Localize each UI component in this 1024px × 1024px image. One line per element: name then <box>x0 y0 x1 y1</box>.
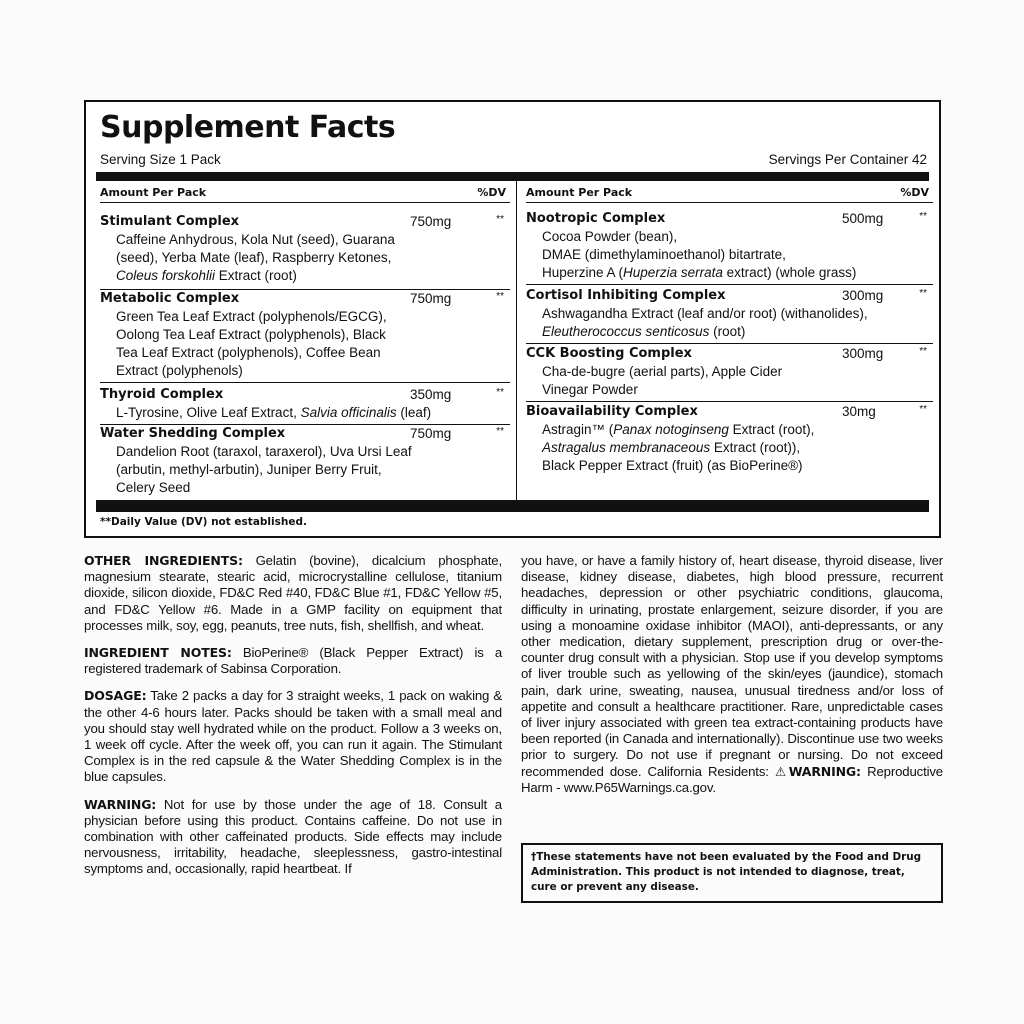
group-name: CCK Boosting Complex <box>526 346 692 361</box>
daily-value-note: **Daily Value (DV) not established. <box>100 516 307 528</box>
panel-title: Supplement Facts <box>100 110 396 145</box>
ingredient-line: Eleutherococcus senticosus (root) <box>542 324 746 339</box>
dosage: DOSAGE: Take 2 packs a day for 3 straight weeks, 1 pack on waking & the other 4-6 hours later. Packs should be taken with a small meal and you should stay well hydrated while on the product. Follow a 3 weeks on, 1 week off cycle. After the week off, you can run it again. The Stimulant Complex is in the red capsule & the Water Shedding Complex is in the blue capsules. <box>84 688 502 785</box>
group-dv: ** <box>496 387 504 398</box>
group-dv: ** <box>496 214 504 225</box>
group-name: Water Shedding Complex <box>100 426 286 441</box>
cortisol-inhibiting-complex <box>526 287 933 344</box>
group-name: Metabolic Complex <box>100 291 240 306</box>
supplement-facts-panel <box>84 100 941 538</box>
group-dv: ** <box>919 211 927 222</box>
group-amount: 750mg <box>410 291 452 306</box>
ingredient-line: Oolong Tea Leaf Extract (polyphenols), Black <box>116 327 386 342</box>
cck-boosting-complex <box>526 345 933 402</box>
ingredient-line: Green Tea Leaf Extract (polyphenols/EGCG), <box>116 309 387 324</box>
group-dv: ** <box>919 404 927 415</box>
ingredient-line: Cocoa Powder (bean), <box>542 229 678 244</box>
right-column-header <box>526 184 933 203</box>
bioavailability-complex <box>526 403 933 495</box>
fda-statement-box <box>521 843 943 903</box>
left-text-column <box>84 553 502 889</box>
group-amount: 300mg <box>842 346 884 361</box>
dv-header: %DV <box>900 186 929 199</box>
ingredient-line: (seed), Yerba Mate (leaf), Raspberry Ketones, <box>116 250 392 265</box>
group-amount: 500mg <box>842 211 884 226</box>
stimulant-complex <box>100 213 510 290</box>
group-name: Thyroid Complex <box>100 387 224 402</box>
ingredient-line: (arbutin, methyl-arbutin), Juniper Berry Fruit, <box>116 462 382 477</box>
ingredient-line: DMAE (dimethylaminoethanol) bitartrate, <box>542 247 786 262</box>
group-name: Cortisol Inhibiting Complex <box>526 288 726 303</box>
prop65-warning: ⚠WARNING: <box>774 763 861 779</box>
left-column-header <box>100 184 510 203</box>
group-amount: 750mg <box>410 426 452 441</box>
other-ingredients: OTHER INGREDIENTS: Gelatin (bovine), dicalcium phosphate, magnesium stearate, stearic acid, microcrystalline cellulose, titanium dioxide, silicon dioxide, FD&C Red #40, FD&C Blue #1, FD&C Yellow #5, and FD&C Yellow #6. Made in a GMP facility on equipment that processes milk, soy, egg, peanuts, tree nuts, fish, shellfish, and wheat. <box>84 553 502 633</box>
amount-header: Amount Per Pack <box>100 186 207 199</box>
group-dv: ** <box>919 288 927 299</box>
ingredient-line: Huperzine A (Huperzia serrata extract) (whole grass) <box>542 265 857 280</box>
servings-per-container: Servings Per Container 42 <box>768 152 927 167</box>
bottom-divider-bar <box>96 500 929 512</box>
column-divider <box>516 180 517 500</box>
ingredient-notes: INGREDIENT NOTES: BioPerine® (Black Pepper Extract) is a registered trademark of Sabinsa Corporation. <box>84 645 502 677</box>
ingredient-line: Coleus forskohlii Extract (root) <box>116 268 297 283</box>
right-text-column <box>521 553 943 807</box>
ingredient-line: Astragin™ (Panax notoginseng Extract (root), <box>542 422 815 437</box>
ingredient-line: Celery Seed <box>116 480 191 495</box>
metabolic-complex <box>100 290 510 383</box>
ingredient-line: L-Tyrosine, Olive Leaf Extract, Salvia officinalis (leaf) <box>116 405 432 420</box>
group-name: Stimulant Complex <box>100 214 240 229</box>
ingredient-line: Astragalus membranaceous Extract (root)), <box>542 440 801 455</box>
dv-header: %DV <box>477 186 506 199</box>
ingredient-line: Black Pepper Extract (fruit) (as BioPerine®) <box>542 458 803 473</box>
thyroid-complex <box>100 386 510 425</box>
group-amount: 750mg <box>410 214 452 229</box>
group-dv: ** <box>496 426 504 437</box>
group-dv: ** <box>919 346 927 357</box>
group-name: Nootropic Complex <box>526 211 666 226</box>
top-divider-bar <box>96 172 929 181</box>
fda-statement: †These statements have not been evaluated by the Food and Drug Administration. This product is not intended to diagnose, treat, cure or prevent any disease. <box>531 851 922 893</box>
nootropic-complex <box>526 210 933 285</box>
serving-size: Serving Size 1 Pack <box>100 152 221 167</box>
warning: WARNING: Not for use by those under the age of 18. Consult a physician before using this product. Contains caffeine. Do not use in combination with other caffeinated products. Side effects may include nervousness, irritability, headache, sleeplessness, gastro-intestinal symptoms and, occasionally, rapid heartbeat. If <box>84 796 502 877</box>
ingredient-line: Extract (polyphenols) <box>116 363 243 378</box>
amount-header: Amount Per Pack <box>526 186 633 199</box>
ingredient-line: Dandelion Root (taraxol, taraxerol), Uva Ursi Leaf <box>116 444 412 459</box>
ingredient-line: Ashwagandha Extract (leaf and/or root) (withanolides), <box>542 306 868 321</box>
ingredient-line: Caffeine Anhydrous, Kola Nut (seed), Guarana <box>116 232 395 247</box>
group-name: Bioavailability Complex <box>526 404 698 419</box>
ingredient-line: Tea Leaf Extract (polyphenols), Coffee Bean <box>116 345 381 360</box>
group-amount: 30mg <box>842 404 876 419</box>
water-shedding-complex <box>100 425 510 499</box>
ingredient-line: Cha-de-bugre (aerial parts), Apple Cider <box>542 364 783 379</box>
ingredient-line: Vinegar Powder <box>542 382 638 397</box>
group-amount: 350mg <box>410 387 452 402</box>
group-amount: 300mg <box>842 288 884 303</box>
group-dv: ** <box>496 291 504 302</box>
warning-continued: you have, or have a family history of, heart disease, thyroid disease, liver disease, kidney disease, diabetes, high blood pressure, recurrent headaches, depression or other psychiatric conditions, glaucoma, difficulty in urinating, prostate enlargement, seizure disorder, if you are using a monoamine oxidase inhibitor (MAOI), anti-depressants, or any other medication, dietary supplement, prescription drug or over-the-counter drug consult with a physician. Stop use if you develop symptoms of liver trouble such as yellowing of the skin/eyes (jaundice), stomach pain, dark urine, sweating, nausea, unusual tiredness and/or loss of appetite and consult a healthcare practitioner. Rare, unpredictable cases of liver injury associated with green tea extract-containing products have been reported (in Canada and internationally). Discontinue use two weeks prior to surgery. Do not use if pregnant or nursing. Do not exceed recommended dose. California Residents: ⚠WARNING: Reproductive Harm - www.P65Warnings.ca.gov. <box>521 553 943 795</box>
